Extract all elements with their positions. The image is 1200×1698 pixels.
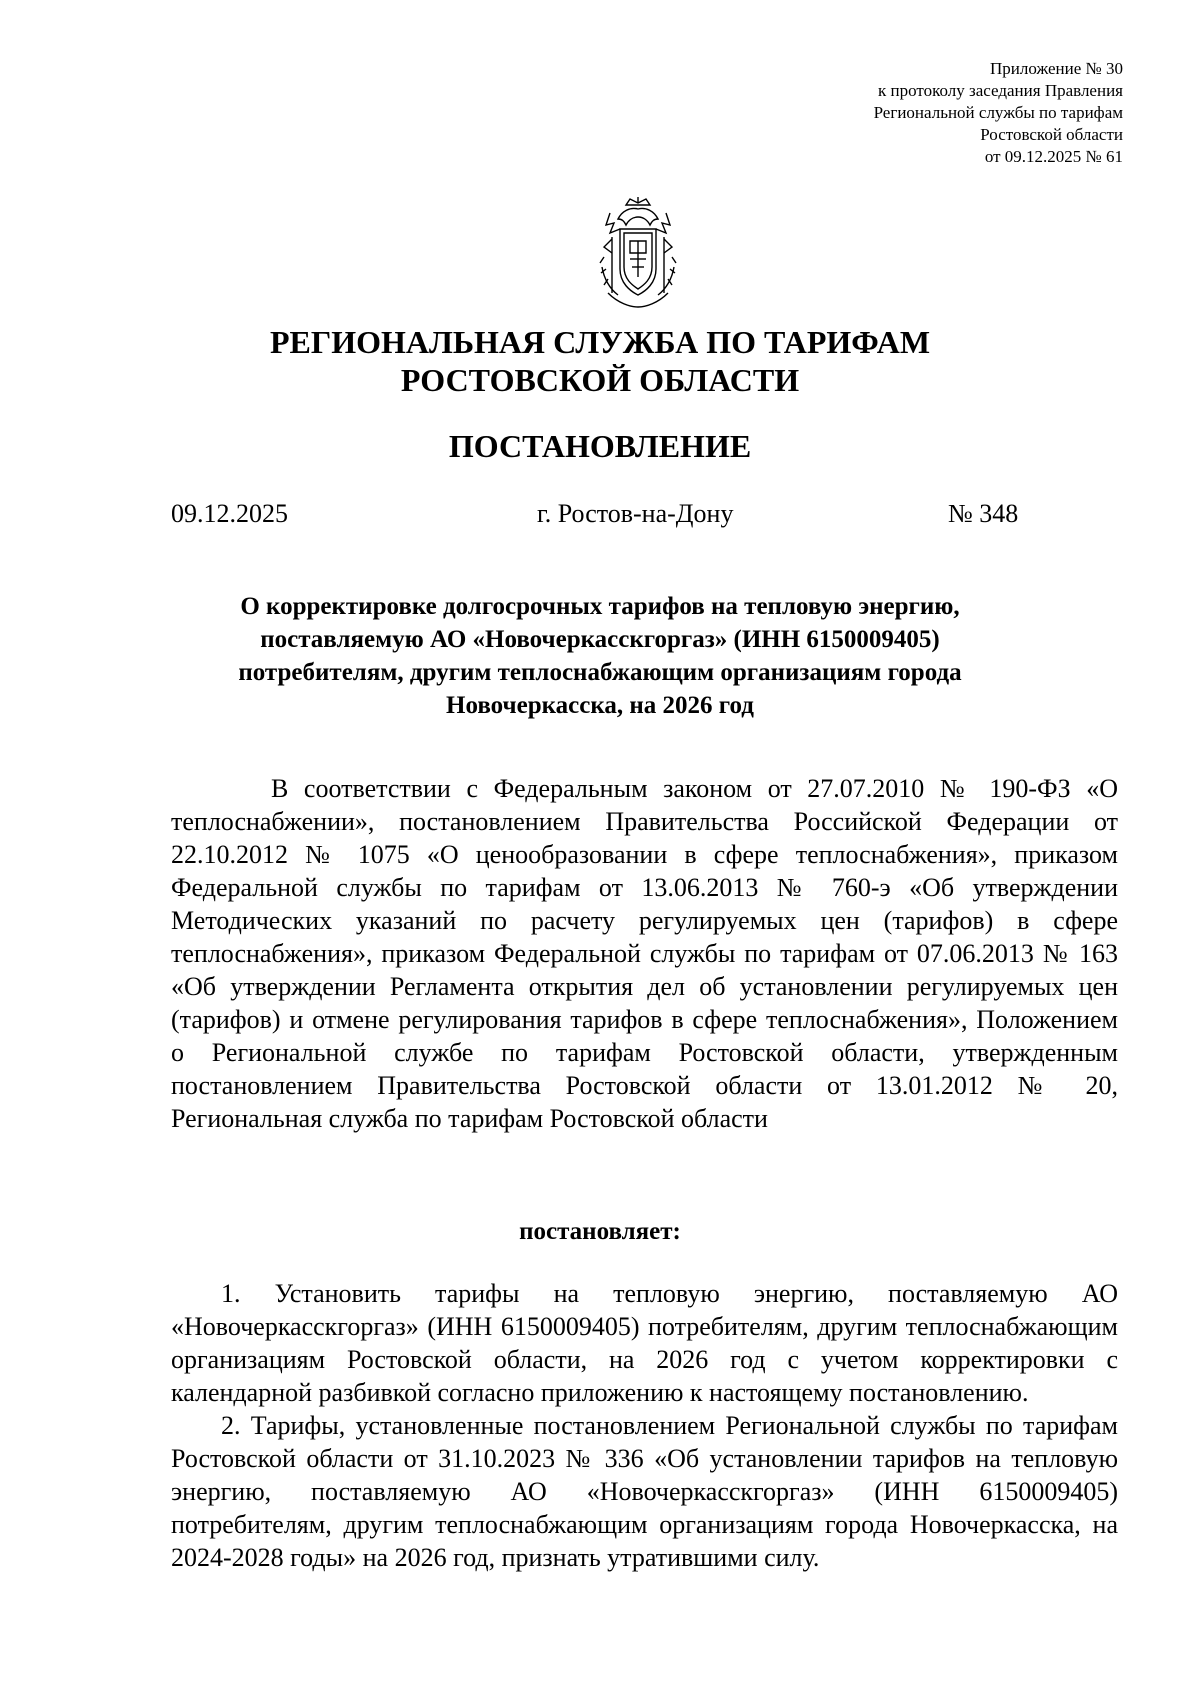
- appendix-line: от 09.12.2025 № 61: [984, 147, 1123, 166]
- document-date: 09.12.2025: [171, 499, 288, 528]
- document-number: № 348: [948, 499, 1019, 528]
- subject-line: Новочеркасска, на 2026 год: [446, 692, 754, 719]
- document-subject: [140, 590, 1060, 722]
- document-city: г. Ростов-на-Дону: [537, 499, 734, 528]
- preamble-paragraph: В соответствии с Федеральным законом от 27.07.2010 № 190-ФЗ «О теплоснабжении», постановлением Правительства Российской Федерации от 22.10.2012 № 1075 «О ценообразовании в сфере теплоснабжения», приказом Федеральной службы по тарифам от 13.06.2013 № 760-э «Об утверждении Методических указаний по расчету регулируемых цен (тарифов) в сфере теплоснабжения», приказом Федеральной службы по тарифам от 07.06.2013 № 163 «Об утверждении Регламента открытия дел об установлении регулируемых цен (тарифов) и отмене регулирования тарифов в сфере теплоснабжения», Положением о Региональной службе по тарифам Ростовской области, утвержденным постановлением Правительства Ростовской области от 13.01.2012 № 20, Региональная служба по тарифам Ростовской области: [171, 774, 1118, 1133]
- decree-items: [171, 1277, 1118, 1574]
- org-line: РЕГИОНАЛЬНАЯ СЛУЖБА ПО ТАРИФАМ: [269, 324, 931, 360]
- document-meta: [171, 496, 1021, 532]
- subject-line: потребителям, другим теплоснабжающим организациям города: [238, 659, 962, 686]
- decree-word: постановляет:: [519, 1218, 681, 1245]
- appendix-line: Приложение № 30: [990, 59, 1123, 78]
- appendix-line: к протоколу заседания Правления: [878, 81, 1123, 100]
- coat-of-arms-icon: [590, 197, 686, 309]
- organization-title: [0, 323, 1200, 399]
- decree-item: 2. Тарифы, установленные постановлением Региональной службы по тарифам Ростовской области от 31.10.2023 № 336 «Об установлении тарифов на тепловую энергию, поставляемую АО «Новочеркасскгоргаз» (ИНН 6150009405) потребителям, другим теплоснабжающим организациям города Новочеркасска, на 2024-2028 годы» на 2026 год, признать утратившими силу.: [171, 1411, 1118, 1572]
- appendix-note: [874, 58, 1123, 168]
- subject-line: поставляемую АО «Новочеркасскгоргаз» (ИНН 6150009405): [260, 626, 940, 653]
- appendix-line: Региональной службы по тарифам: [873, 103, 1123, 122]
- document-type: ПОСТАНОВЛЕНИЕ: [448, 428, 752, 464]
- subject-line: О корректировке долгосрочных тарифов на тепловую энергию,: [240, 593, 960, 620]
- org-line: РОСТОВСКОЙ ОБЛАСТИ: [400, 362, 800, 398]
- decree-item: 1. Установить тарифы на тепловую энергию, поставляемую АО «Новочеркасскгоргаз» (ИНН 6150009405) потребителям, другим теплоснабжающим организациям Ростовской области, на 2026 год с учетом корректировки с календарной разбивкой согласно приложению к настоящему постановлению.: [171, 1279, 1118, 1407]
- appendix-line: Ростовской области: [980, 125, 1123, 144]
